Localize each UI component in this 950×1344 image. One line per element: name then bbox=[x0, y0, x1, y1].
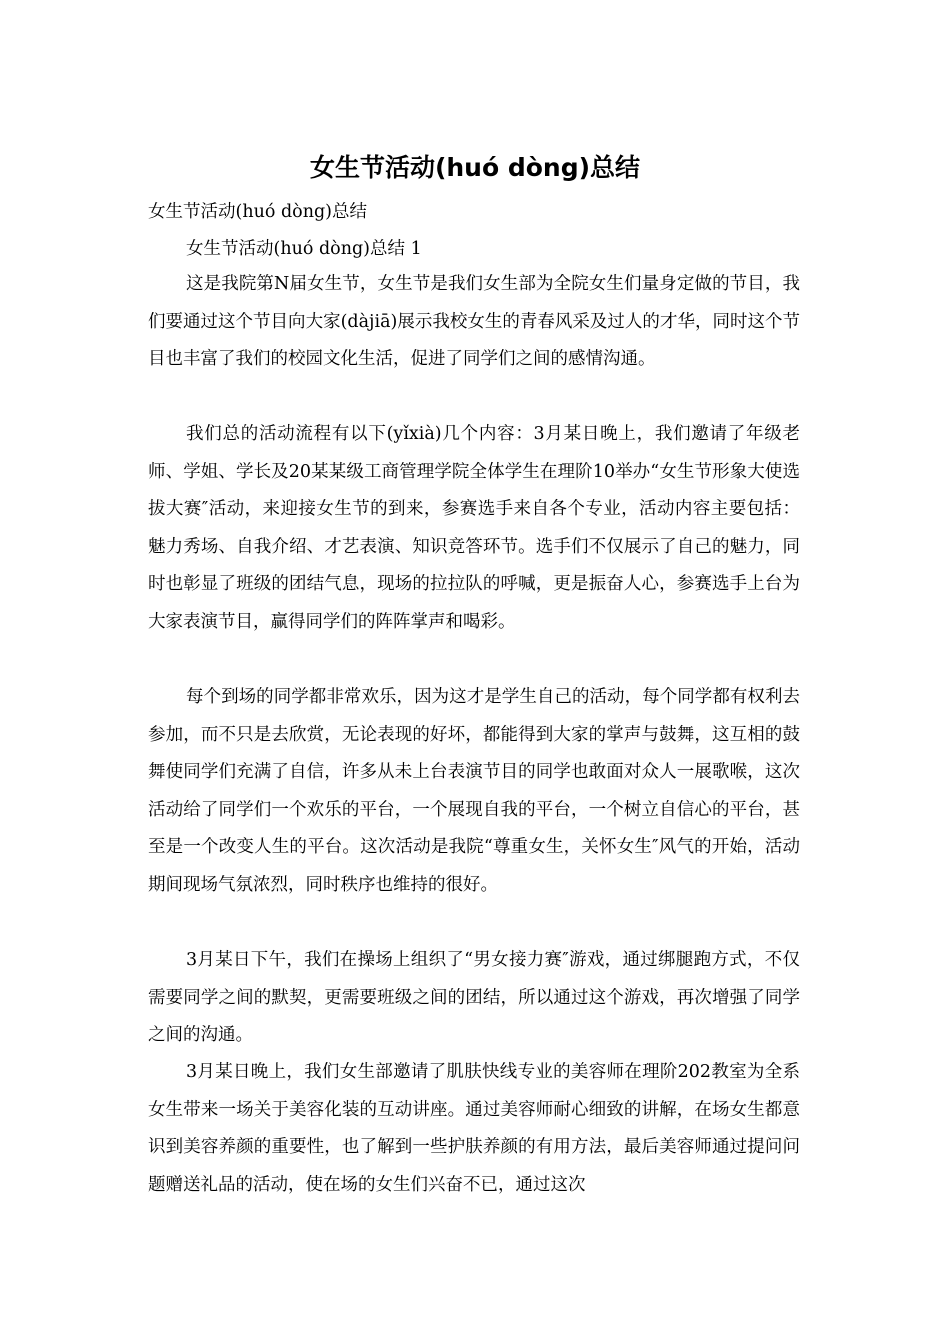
paragraph-2: 我们总的活动流程有以下(yǐxià)几个内容：3月某日晚上，我们邀请了年级老师、学姐、学长及20某某级工商管理学院全体学生在理阶10举办“女生节形象大使选拔大赛″活动，来迎接女生节的到来，参赛选手来自各个专业，活动内容主要包括：魅力秀场、自我介绍、才艺表演、知识竞答环节。选手们不仅展示了自己的魅力，同时也彰显了班级的团结气息，现场的拉拉队的呼喊，更是振奋人心，参赛选手上台为大家表演节目，赢得同学们的阵阵掌声和喝彩。 bbox=[148, 424, 800, 632]
paragraph-4: 3月某日下午，我们在操场上组织了“男女接力赛″游戏，通过绑腿跑方式，不仅需要同学之间的默契，更需要班级之间的团结，所以通过这个游戏，再次增强了同学之间的沟通。 bbox=[148, 950, 800, 1046]
document-subtitle: 女生节活动(huó dòng)总结 bbox=[148, 202, 368, 222]
paragraph-5: 3月某日晚上，我们女生部邀请了肌肤快线专业的美容师在理阶202教室为全系女生带来一场关于美容化装的互动讲座。通过美容师耐心细致的讲解，在场女生都意识到美容养颜的重要性，也了解到一些护肤养颜的有用方法，最后美容师通过提问问题赠送礼品的活动，使在场的女生们兴奋不已，通过这次 bbox=[148, 1062, 800, 1195]
section-heading: 女生节活动(huó dòng)总结 1 bbox=[186, 239, 422, 259]
paragraph-1: 这是我院第N届女生节，女生节是我们女生部为全院女生们量身定做的节目，我们要通过这个节目向大家(dàjiā)展示我校女生的青春风采及过人的才华，同时这个节目也丰富了我们的校园文化生活，促进了同学们之间的感情沟通。 bbox=[148, 274, 800, 370]
document-title: 女生节活动(huó dòng)总结 bbox=[309, 153, 641, 182]
paragraph-3: 每个到场的同学都非常欢乐，因为这才是学生自己的活动，每个同学都有权利去参加，而不只是去欣赏，无论表现的好坏，都能得到大家的掌声与鼓舞，这互相的鼓舞使同学们充满了自信，许多从未上台表演节目的同学也敢面对众人一展歌喉，这次活动给了同学们一个欢乐的平台，一个展现自我的平台，一个树立自信心的平台，甚至是一个改变人生的平台。这次活动是我院“尊重女生，关怀女生″风气的开始，活动期间现场气氛浓烈，同时秩序也维持的很好。 bbox=[148, 687, 800, 895]
